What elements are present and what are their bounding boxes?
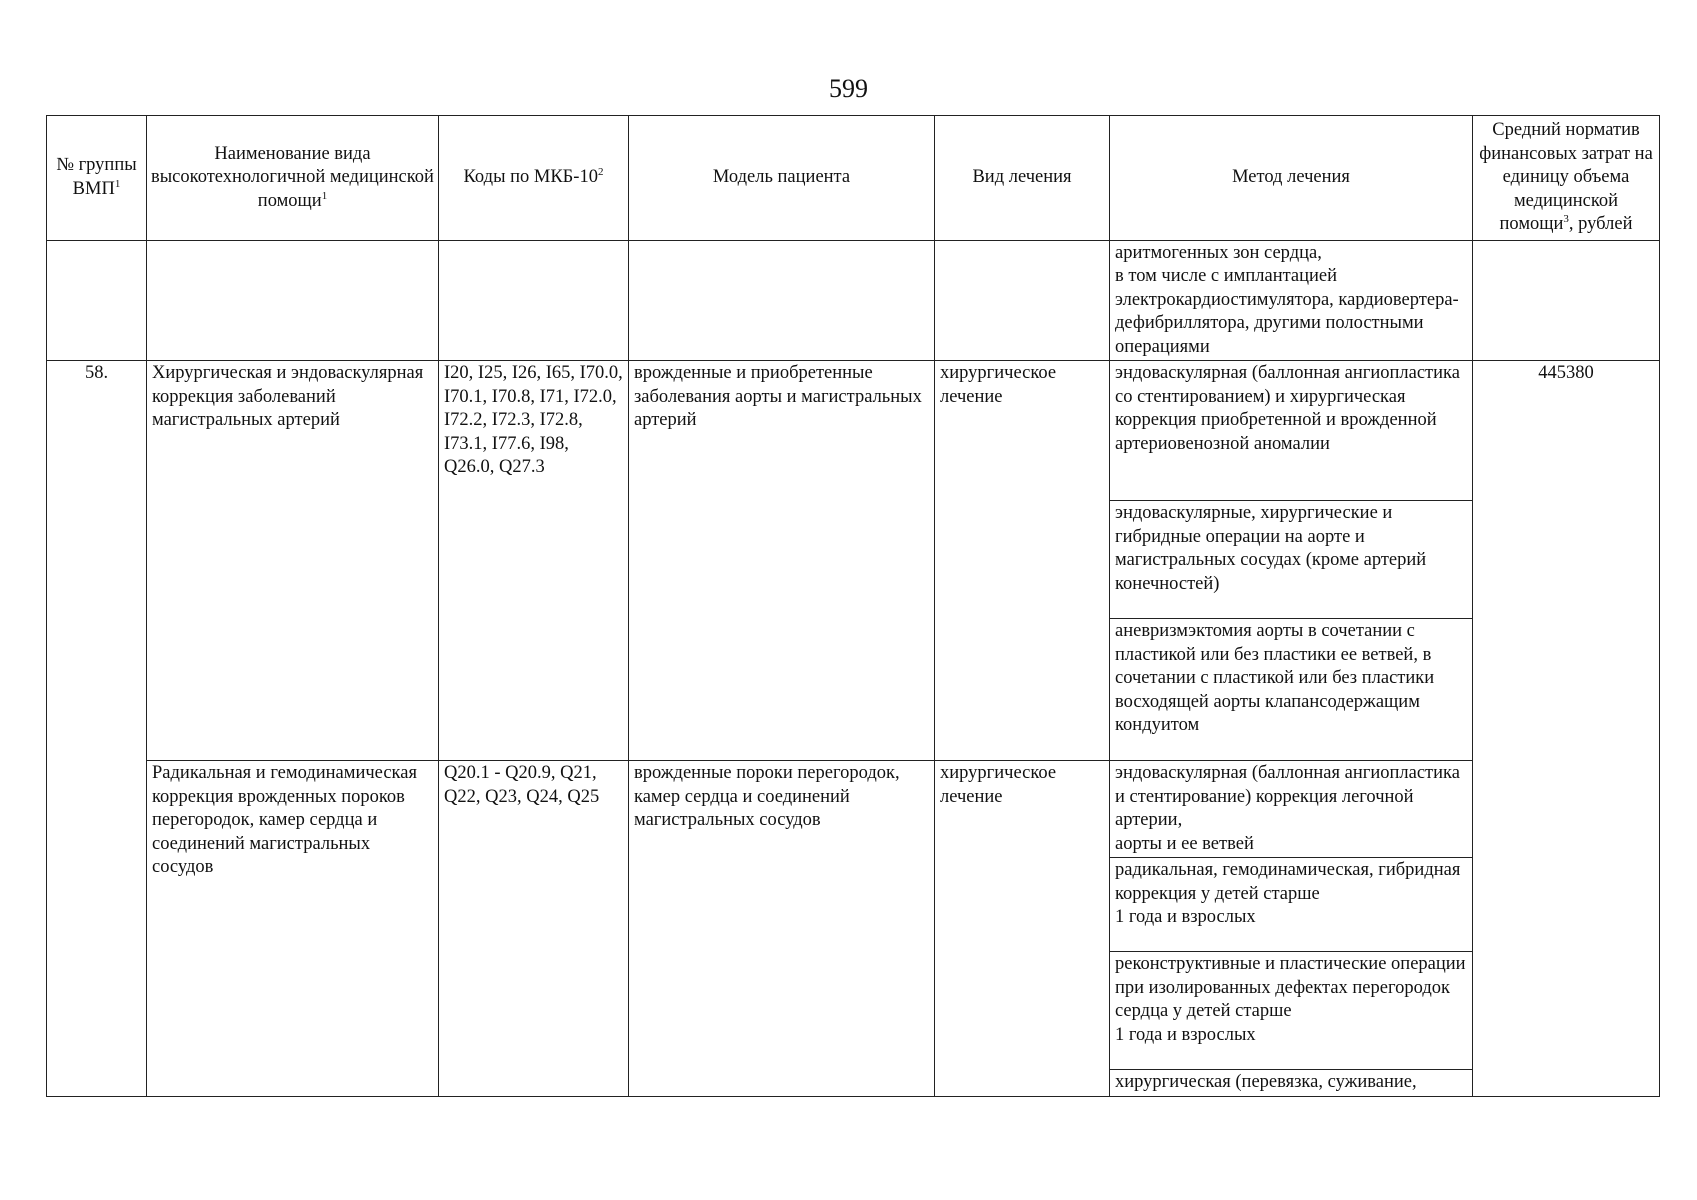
patient-model: врожденные и приобретенные заболевания аорты и магистральных артерий	[629, 361, 935, 761]
method-cell: эндоваскулярные, хирургические и гибридные операции на аорте и магистральных сосудах (кроме артерий конечностей)	[1110, 501, 1473, 619]
cell-empty	[147, 240, 439, 361]
header-group-no: № группы ВМП$^1$	[47, 116, 147, 241]
header-norm: Средний норматив финансовых затрат на единицу объема медицинской помощи$^3$, рублей	[1473, 116, 1660, 241]
method-cell: реконструктивные и пластические операции при изолированных дефектах перегородок сердца у детей старше 1 года и взрослых	[1110, 952, 1473, 1070]
icd-codes: I20, I25, I26, I65, I70.0, I70.1, I70.8, I71, I72.0, I72.2, I72.3, I72.8, I73.1, I77.6, I98, Q26.0, Q27.3	[439, 361, 629, 761]
method-cell: эндоваскулярная (баллонная ангиопластика со стентированием) и хирургическая коррекция приобретенной и врожденной артериовенозной аномалии	[1110, 361, 1473, 501]
page-number: 599	[829, 74, 868, 103]
header-row	[47, 116, 1660, 241]
method-cell: эндоваскулярная (баллонная ангиопластика и стентирование) коррекция легочной артерии, аорты и ее ветвей	[1110, 761, 1473, 858]
patient-model: врожденные пороки перегородок, камер сердца и соединений магистральных сосудов	[629, 761, 935, 1097]
icd-codes: Q20.1 - Q20.9, Q21, Q22, Q23, Q24, Q25	[439, 761, 629, 1097]
method-cell: радикальная, гемодинамическая, гибридная коррекция у детей старше 1 года и взрослых	[1110, 858, 1473, 952]
treatment-type: хирургическое лечение	[935, 361, 1110, 761]
header-codes: Коды по МКБ-$10^2$	[439, 116, 629, 241]
method-cell: хирургическая (перевязка, суживание,	[1110, 1070, 1473, 1097]
service-name: Хирургическая и эндоваскулярная коррекция заболеваний магистральных артерий	[147, 361, 439, 761]
service-name: Радикальная и гемодинамическая коррекция врожденных пороков перегородок, камер сердца и соединений магистральных сосудов	[147, 761, 439, 1097]
header-patient-model: Модель пациента	[629, 116, 935, 241]
cell-empty	[439, 240, 629, 361]
table-row	[47, 761, 1660, 858]
continuation-row	[47, 240, 1660, 361]
vmp-table	[46, 115, 1660, 1097]
norm-value: 445380	[1473, 361, 1660, 1097]
cell-empty	[629, 240, 935, 361]
header-name: Наименование вида высокотехнологичной медицинской помощи$^1$	[147, 116, 439, 241]
method-cell: аневризмэктомия аорты в сочетании с пластикой или без пластики ее ветвей, в сочетании с пластикой или без пластики восходящей аорты клапансодержащим кондуитом	[1110, 619, 1473, 761]
cell-empty	[1473, 240, 1660, 361]
cell-empty	[47, 240, 147, 361]
header-treatment-type: Вид лечения	[935, 116, 1110, 241]
treatment-type: хирургическое лечение	[935, 761, 1110, 1097]
group-number: 58.	[47, 361, 147, 1097]
table-row	[47, 361, 1660, 501]
method-cell: аритмогенных зон сердца, в том числе с имплантацией электрокардиостимулятора, кардиовертера-дефибриллятора, другими полостными операциями	[1110, 240, 1473, 361]
cell-empty	[935, 240, 1110, 361]
header-method: Метод лечения	[1110, 116, 1473, 241]
